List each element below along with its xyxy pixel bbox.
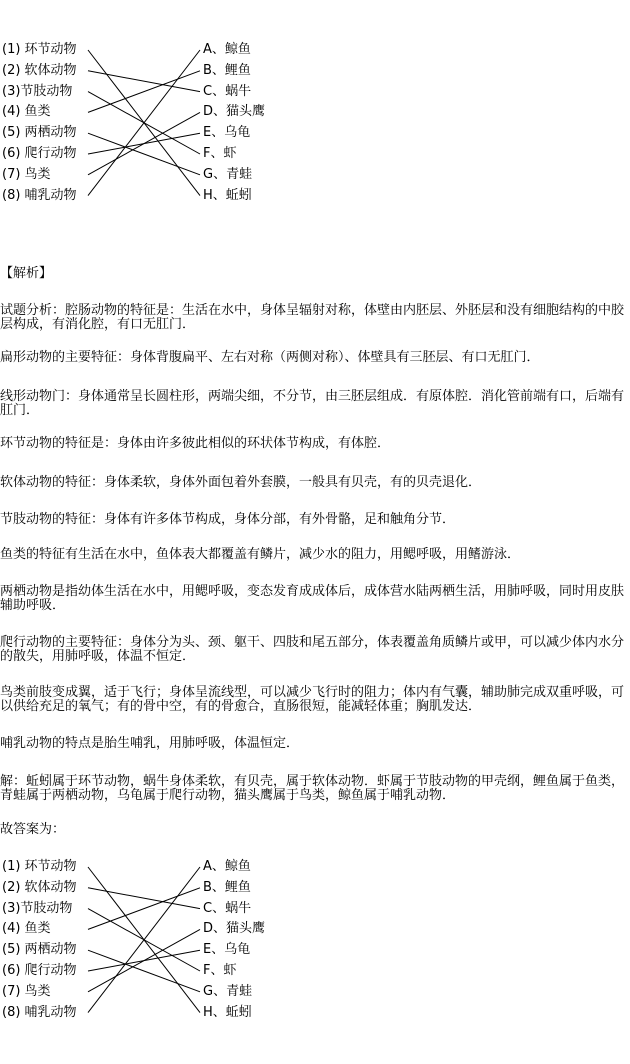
right-item: A、鲸鱼 [203, 859, 251, 874]
right-item: D、猫头鹰 [203, 921, 266, 937]
right-item: G、青蛙 [203, 983, 253, 999]
left-item: (2) 软体动物 [2, 62, 77, 78]
left-item: (6) 爬行动物 [2, 963, 77, 978]
paragraph-arthropod: 节肢动物的特征：身体有许多体节构成，身体分部，有外骨骼，足和触角分节． [0, 512, 456, 527]
right-item: C、蜗牛 [203, 900, 252, 916]
right-item: G、青蛙 [203, 166, 253, 182]
left-item: (8) 哺乳动物 [2, 187, 77, 203]
paragraph-solution: 解：蚯蚓属于环节动物，蜗牛身体柔软，有贝壳，属于软体动物．虾属于节肢动物的甲壳纲，鲤鱼属于鱼类，青蛙属于两栖动物，乌龟属于爬行动物，猫头鹰属于鸟类，鲸鱼属于哺乳动物． [0, 774, 625, 803]
paragraph-flatworm: 扁形动物的主要特征：身体背腹扁平、左右对称（两侧对称）、体壁具有三胚层、有口无肛门． [0, 350, 540, 365]
right-item: H、蚯蚓 [203, 187, 252, 203]
connector-line [88, 950, 200, 992]
left-item: (2) 软体动物 [2, 879, 77, 895]
right-item: H、蚯蚓 [203, 1004, 252, 1020]
paragraph-reptile: 爬行动物的主要特征：身体分为头、颈、躯干、四肢和尾五部分，体表覆盖角质鳞片或甲，可以减少体内水分的散失，用肺呼吸，体温不恒定． [0, 635, 625, 664]
left-item: (1) 环节动物 [2, 859, 77, 874]
connector-line [88, 71, 200, 92]
right-item: E、乌龟 [203, 942, 251, 958]
right-item: B、鲤鱼 [203, 879, 251, 895]
connector-line [88, 888, 200, 930]
connector-line [88, 929, 200, 991]
left-item: (7) 鸟类 [2, 983, 51, 999]
paragraph-cnidaria: 试题分析：腔肠动物的特征是：生活在水中，身体呈辐射对称，体壁由内胚层、外胚层和没有细胞结构的中胶层构成，有消化腔，有口无肛门． [0, 303, 625, 332]
paragraph-roundworm: 线形动物门：身体通常呈长圆柱形，两端尖细，不分节，由三胚层组成．有原体腔．消化管前端有口，后端有肛门． [0, 389, 625, 418]
right-item: D、猫头鹰 [203, 104, 266, 120]
left-item: (6) 爬行动物 [2, 146, 77, 161]
right-item: F、虾 [203, 963, 237, 978]
left-item: (3)节肢动物 [2, 900, 73, 916]
right-item: E、乌龟 [203, 125, 251, 141]
left-item: (4) 鱼类 [2, 104, 51, 120]
paragraph-mammal: 哺乳动物的特点是胎生哺乳，用肺呼吸，体温恒定． [0, 736, 300, 751]
right-item: C、蜗牛 [203, 83, 252, 99]
left-item: (3)节肢动物 [2, 83, 73, 99]
paragraph-amphibian: 两栖动物是指幼体生活在水中，用鳃呼吸，变态发育成成体后，成体营水陆两栖生活，用肺呼吸，同时用皮肤辅助呼吸． [0, 584, 625, 613]
right-item: B、鲤鱼 [203, 62, 251, 78]
matching-question-diagram [0, 42, 300, 212]
right-item: A、鲸鱼 [203, 42, 251, 57]
right-item: F、虾 [203, 146, 237, 161]
left-item: (7) 鸟类 [2, 166, 51, 182]
analysis-heading: 【解析】 [0, 266, 53, 281]
paragraph-annelid: 环节动物的特征是：身体由许多彼此相似的环状体节构成，有体腔． [0, 436, 391, 451]
matching-answer-diagram [0, 859, 300, 1029]
connector-line [88, 133, 200, 175]
left-item: (1) 环节动物 [2, 42, 77, 57]
paragraph-bird: 鸟类前肢变成翼，适于飞行；身体呈流线型，可以减少飞行时的阻力；体内有气囊，辅助肺完成双重呼吸，可以供给充足的氧气；有的骨中空，有的骨愈合，直肠很短，能减轻体重；胸肌发达． [0, 685, 625, 714]
left-item: (5) 两栖动物 [2, 125, 77, 141]
left-item: (8) 哺乳动物 [2, 1004, 77, 1020]
answer-heading: 故答案为： [0, 822, 66, 837]
paragraph-fish: 鱼类的特征有生活在水中，鱼体表大都覆盖有鳞片，减少水的阻力，用鳃呼吸，用鳍游泳． [0, 547, 521, 562]
left-item: (5) 两栖动物 [2, 942, 77, 958]
connector-line [88, 71, 200, 113]
left-item: (4) 鱼类 [2, 921, 51, 937]
paragraph-mollusc: 软体动物的特征：身体柔软，身体外面包着外套膜，一般具有贝壳，有的贝壳退化． [0, 475, 482, 490]
connector-line [88, 888, 200, 909]
connector-line [88, 112, 200, 174]
